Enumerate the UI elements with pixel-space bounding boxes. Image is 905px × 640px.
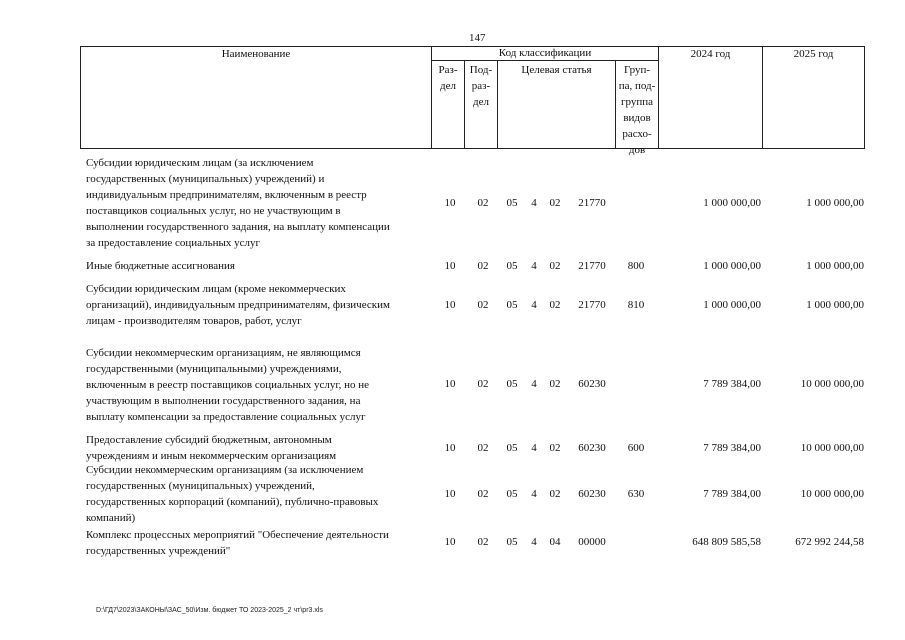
header-name-label: Наименование	[221, 48, 291, 60]
row-amount-2024: 7 789 384,00	[703, 378, 761, 390]
row-razdel: 10	[444, 299, 456, 311]
row-target-1: 05	[506, 299, 518, 311]
header-code-label: Код классификации	[498, 47, 592, 59]
row-target-2: 4	[531, 260, 537, 272]
header-group-label: Груп- па, под- группа видов расхо- дов	[618, 64, 656, 156]
row-target-4: 60230	[578, 488, 606, 500]
row-amount-2024: 7 789 384,00	[703, 442, 761, 454]
row-target-3: 02	[549, 260, 561, 272]
row-amount-2025: 10 000 000,00	[800, 378, 864, 390]
row-target-4: 00000	[578, 536, 606, 548]
header-2025-label: 2025 год	[793, 48, 834, 60]
row-target-1: 05	[506, 197, 518, 209]
row-podrazdel: 02	[477, 378, 489, 390]
row-name: Субсидии некоммерческим организациям (за исключением государственных (муниципальных) учреждений, государственных корпораций (компаний), публично-правовых компаний)	[86, 464, 379, 524]
row-amount-2025: 10 000 000,00	[800, 488, 864, 500]
row-group: 630	[627, 488, 645, 500]
row-target-3: 02	[549, 197, 561, 209]
row-amount-2024: 1 000 000,00	[703, 197, 761, 209]
row-target-2: 4	[531, 488, 537, 500]
row-target-2: 4	[531, 378, 537, 390]
row-target-2: 4	[531, 197, 537, 209]
row-podrazdel: 02	[477, 197, 489, 209]
row-razdel: 10	[444, 442, 456, 454]
row-target-3: 02	[549, 488, 561, 500]
row-razdel: 10	[444, 197, 456, 209]
row-name: Субсидии юридическим лицам (кроме некоммерческих организаций), индивидуальным предпринимателям, физическим лицам - производителям товаров, работ, услуг	[86, 283, 390, 327]
row-group: 810	[627, 299, 645, 311]
row-podrazdel: 02	[477, 442, 489, 454]
row-name: Комплекс процессных мероприятий "Обеспечение деятельности государственных учреждений"	[86, 529, 389, 557]
row-podrazdel: 02	[477, 488, 489, 500]
row-target-1: 05	[506, 488, 518, 500]
row-amount-2025: 1 000 000,00	[806, 197, 864, 209]
row-razdel: 10	[444, 536, 456, 548]
row-amount-2024: 1 000 000,00	[703, 260, 761, 272]
row-target-4: 60230	[578, 442, 606, 454]
row-podrazdel: 02	[477, 260, 489, 272]
row-amount-2024: 7 789 384,00	[703, 488, 761, 500]
row-target-3: 02	[549, 299, 561, 311]
row-target-4: 60230	[578, 378, 606, 390]
row-target-1: 05	[506, 260, 518, 272]
row-razdel: 10	[444, 260, 456, 272]
row-target-3: 02	[549, 378, 561, 390]
row-target-3: 04	[549, 536, 561, 548]
header-razdel-label: Раз- дел	[438, 64, 458, 92]
row-target-3: 02	[549, 442, 561, 454]
row-target-1: 05	[506, 442, 518, 454]
row-razdel: 10	[444, 378, 456, 390]
row-amount-2025: 1 000 000,00	[806, 299, 864, 311]
row-target-4: 21770	[578, 260, 606, 272]
row-name: Субсидии некоммерческим организациям, не являющимся государственными (муниципальными) учреждениями, включенным в реестр поставщиков социальных услуг, но не участвующим в выполнении государственного задания, на выплату компенсации за предоставление социальных услуг	[86, 347, 370, 423]
row-name: Предоставление субсидий бюджетным, автономным учреждениям и иным некоммерческим организациям	[86, 434, 337, 462]
header-target-label: Целевая статья	[521, 64, 592, 76]
row-name: Субсидии юридическим лицам (за исключением государственных (муниципальных) учреждений) и индивидуальным предпринимателям, включенным в реестр поставщиков социальных услуг, но не участвующим в выполнении государственного задания, на выплату компенсации за предоставление социальных услуг	[86, 157, 390, 249]
row-amount-2025: 1 000 000,00	[806, 260, 864, 272]
row-podrazdel: 02	[477, 536, 489, 548]
row-target-4: 21770	[578, 299, 606, 311]
row-name: Иные бюджетные ассигнования	[86, 260, 235, 272]
row-group: 800	[627, 260, 645, 272]
row-amount-2025: 672 992 244,58	[795, 536, 864, 548]
row-target-2: 4	[531, 299, 537, 311]
row-amount-2024: 648 809 585,58	[692, 536, 761, 548]
row-target-4: 21770	[578, 197, 606, 209]
row-target-2: 4	[531, 442, 537, 454]
row-amount-2024: 1 000 000,00	[703, 299, 761, 311]
file-path-footer: D:\ГД7\2023\ЗАКОНЫ\ЗАС_50\Изм. бюджет ТО 2023-2025_2 чт\pr3.xls	[96, 607, 323, 614]
header-podrazdel-label: Под- раз- дел	[469, 64, 493, 108]
row-podrazdel: 02	[477, 299, 489, 311]
row-target-2: 4	[531, 536, 537, 548]
row-razdel: 10	[444, 488, 456, 500]
header-2024-label: 2024 год	[690, 48, 731, 60]
row-target-1: 05	[506, 536, 518, 548]
row-target-1: 05	[506, 378, 518, 390]
page-number: 147	[469, 32, 486, 44]
row-amount-2025: 10 000 000,00	[800, 442, 864, 454]
row-group: 600	[627, 442, 645, 454]
